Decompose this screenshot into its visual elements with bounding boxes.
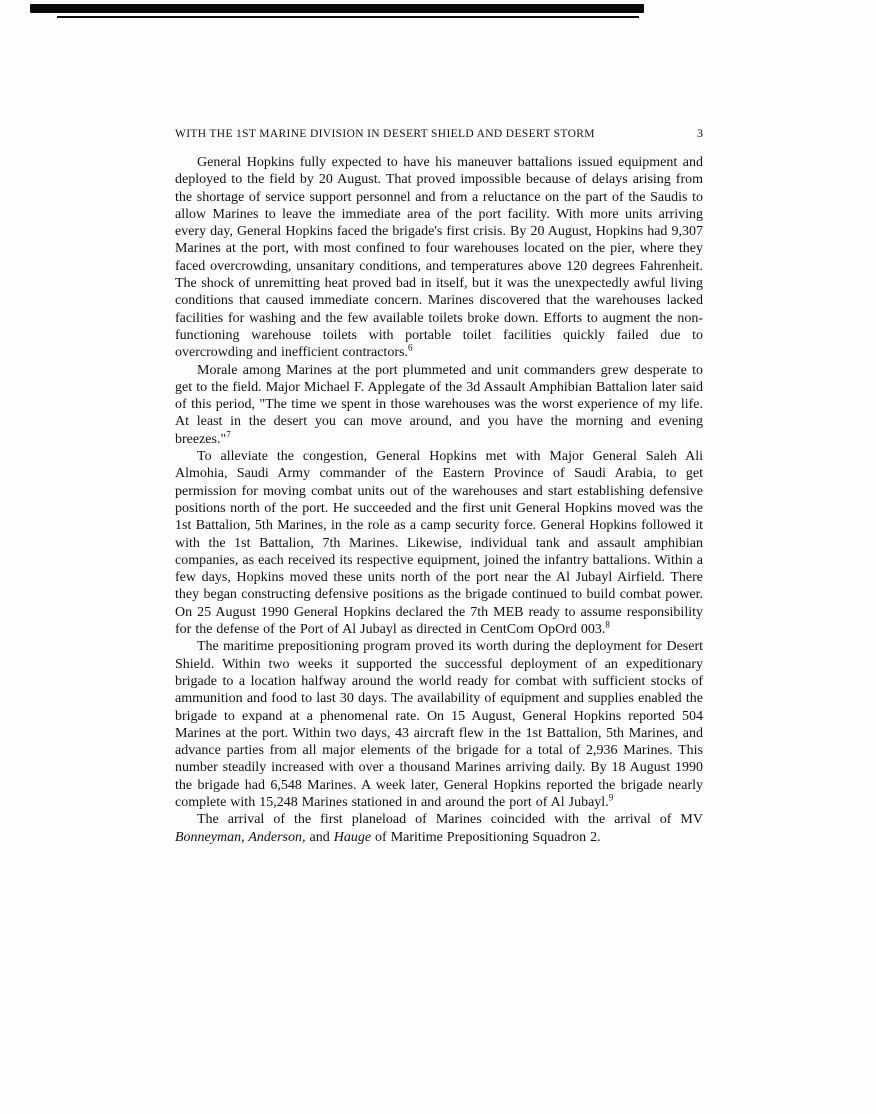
text-block — [175, 126, 703, 846]
header-title: WITH THE 1ST MARINE DIVISION IN DESERT SHIELD AND DESERT STORM — [175, 128, 595, 140]
paragraph-text: The arrival of the first planeload of Marines coincided with the arrival of MV — [197, 812, 703, 828]
paragraph — [175, 362, 703, 448]
paragraph-text: General Hopkins fully expected to have his maneuver battalions issued equipment and deployed to the field by 20 August. That proved impossible because of delays arising from the shortage of service support personnel and from a reluctance on the part of the Saudis to allow Marines to leave the immediate area of the port facility. With more units arriving every day, General Hopkins faced the brigade's first crisis. By 20 August, Hopkins had 9,307 Marines at the port, with most confined to four warehouses located on the pier, where they faced overcrowding, unsanitary conditions, and temperatures above 120 degrees Fahrenheit. The shock of unremitting heat proved bad in itself, but it was the unexpectedly awful living conditions that caused immediate concern. Marines discovered that the warehouses lacked facilities for washing and the few available toilets broke down. Efforts to augment the non-functioning warehouse toilets with portable toilet facilities quickly failed due to overcrowding and inefficient contractors. — [175, 155, 703, 361]
page-number: 3 — [697, 126, 703, 140]
running-header — [175, 126, 703, 141]
paragraph — [175, 448, 703, 638]
paragraph-text: Morale among Marines at the port plummeted and unit commanders grew desperate to get to the field. Major Michael F. Applegate of the 3d Assault Amphibian Battalion later said of this period, "The time we spent in those warehouses was the worst experience of my life. At least in the desert you can move around, and you have the morning and evening breezes." — [175, 362, 703, 447]
paragraph-text: of Maritime Prepositioning Squadron 2. — [371, 829, 601, 845]
ship-name: Bonneyman, Anderson, — [175, 829, 306, 845]
body-text — [175, 154, 703, 846]
paragraph-text: The maritime prepositioning program proved its worth during the deployment for Desert Shield. Within two weeks it supported the successful deployment of an expeditionary brigade to a location halfway around the world ready for combat with sufficient stocks of ammunition and food to last 30 days. The availability of equipment and supplies enabled the brigade to expand at a phenomenal rate. On 15 August, General Hopkins reported 504 Marines at the port. Within two days, 43 aircraft flew in the 1st Battalion, 5th Marines, and advance parties from all major elements of the brigade for a total of 2,936 Marines. This number steadily increased with over a thousand Marines arriving daily. By 18 August 1990 the brigade had 6,548 Marines. A week later, General Hopkins reported the brigade nearly complete with 15,248 Marines stationed in and around the port of Al Jubayl. — [175, 639, 703, 810]
paragraph-text: and — [305, 829, 334, 845]
scan-artifact-bar — [30, 4, 644, 13]
footnote-marker: 7 — [226, 429, 231, 440]
footnote-marker: 9 — [608, 792, 614, 803]
paragraph — [175, 638, 703, 811]
footnote-marker: 8 — [605, 619, 610, 630]
footnote-marker: 6 — [407, 342, 413, 353]
paragraph — [175, 811, 703, 846]
paragraph-text: To alleviate the congestion, General Hopkins met with Major General Saleh Ali Almohia, Saudi Army commander of the Eastern Province of Saudi Arabia, to get permission for moving combat units out of the warehouses and start establishing defensive positions north of the port. He succeeded and the first unit General Hopkins moved was the 1st Battalion, 5th Marines, in the role as a camp security force. General Hopkins followed it with the 1st Battalion, 7th Marines. Likewise, individual tank and assault amphibian companies, as each received its respective equipment, joined the infantry battalions. Within a few days, Hopkins moved these units north of the port near the Al Jubayl Airfield. There they began constructing defensive positions as the brigade continued to build combat power. On 25 August 1990 General Hopkins declared the 7th MEB ready to assume responsibility for the defense of the Port of Al Jubayl as directed in CentCom OpOrd 003. — [175, 449, 703, 638]
paragraph — [175, 154, 703, 362]
ship-name: Hauge — [333, 829, 372, 845]
scan-artifact-line — [57, 16, 639, 18]
